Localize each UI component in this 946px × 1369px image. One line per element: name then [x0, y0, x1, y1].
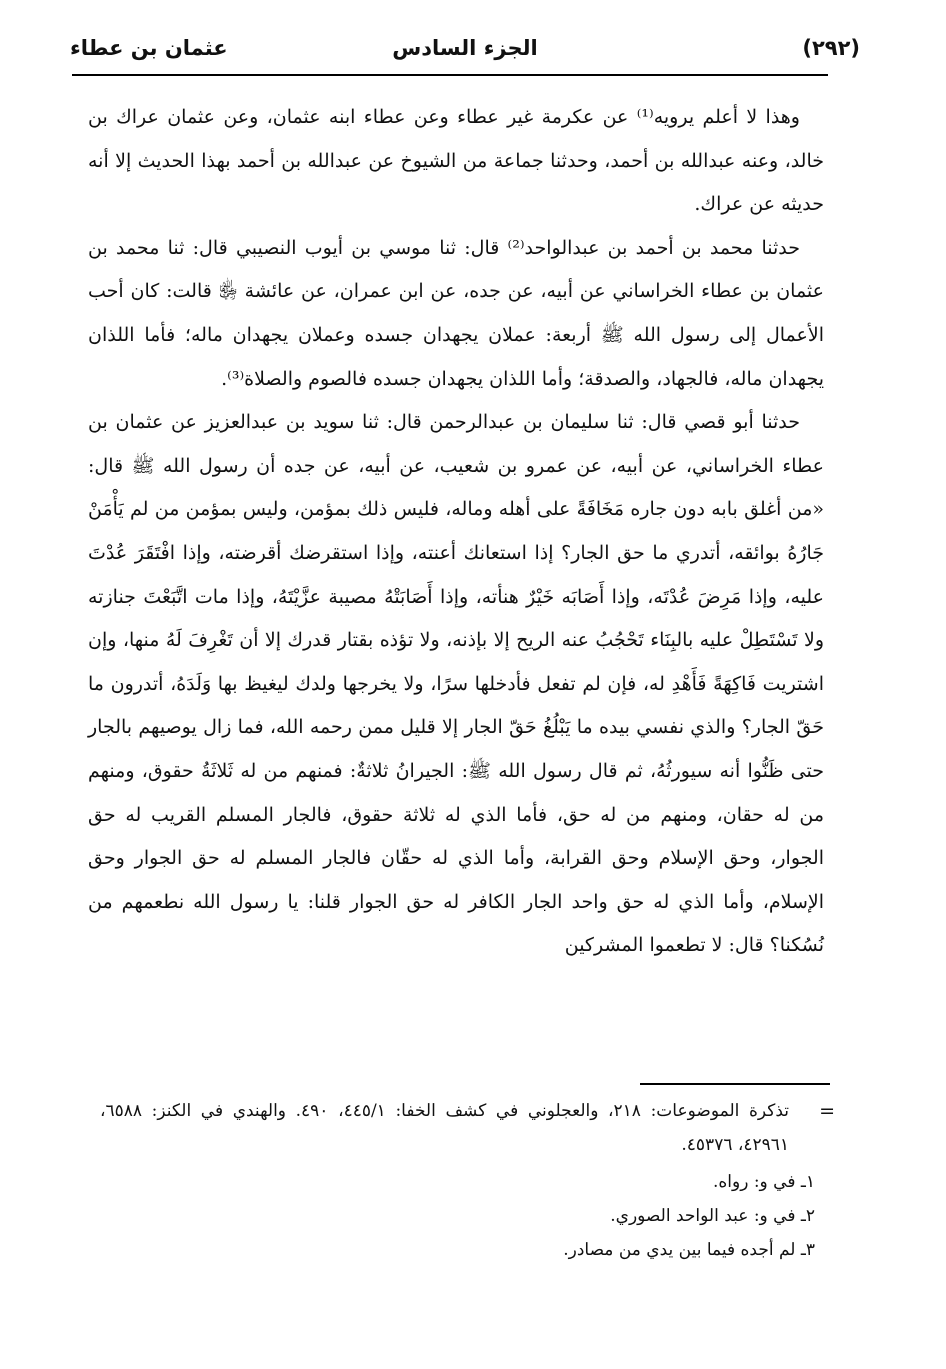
volume-title: الجزء السادس — [392, 36, 538, 60]
main-text — [88, 96, 824, 968]
page-header — [70, 30, 860, 70]
paragraph-1: وهذا لا أعلم يرويه⁽¹⁾ عن عكرمة غير عطاء وعن عطاء ابنه عثمان، وعن عثمان عراك بن خالد، وعنه عبدالله بن أحمد، وحدثنا جماعة من الشيوخ عن عبدالله بن أحمد بهذا الحديث إلا أنه حديثه عن عراك. — [88, 106, 824, 216]
continuation-marker: = — [819, 1100, 835, 1122]
paragraph-2: حدثنا محمد بن أحمد بن عبدالواحد⁽²⁾ قال: ثنا موسي بن أيوب النصيبي قال: ثنا محمد بن عثمان بن عطاء الخراساني عن أبيه، عن جده، عن ابن عمران، عن عائشة ﵂ قالت: كان أحب الأعمال إلى رسول الله ﷺ أربعة: عملان يجهدان جسده وعملان يجهدان ماله؛ فأما اللذان يجهدان ماله، فالجهاد، والصدقة؛ وأما اللذان يجهدان جسده فالصوم والصلاة⁽³⁾. — [88, 236, 824, 390]
header-rule — [72, 74, 828, 76]
footnote-list — [100, 1168, 835, 1264]
paragraph-3: حدثنا أبو قصي قال: ثنا سليمان بن عبدالرحمن قال: ثنا سويد بن عبدالعزيز عن عثمان بن عطاء الخراساني، عن أبيه، عن عمرو بن شعيب، عن أبيه، عن جده أن رسول الله ﷺ قال: «من أغلق بابه دون جاره مَخَافَةً على أهله وماله، فليس ذلك بمؤمن، وليس بمؤمن من لم يَأْمَنْ جَارُهُ بوائقه، أتدري ما حق الجار؟ إذا استعانك أعنته، وإذا استقرضك أقرضته، وإذا افْتَقَرَ عُدْتَ عليه، وإذا مَرِضَ عُدْتَه، وإذا أَصَابَه خَيْرٌ هنأته، وإذا أَصَابَتْهُ مصيبة عزَّيْتَهُ، وإذا مات اتَّبَعْتَ جنازته ولا تَسْتَطِلْ عليه بالبِنَاء تَحْجُبُ عنه الريح إلا بإذنه، ولا تؤذه بقتار قدرك إلا أن تَغْرِفَ لَهُ منها، وإن اشتريت فَاكِهَةً فَأَهْدِ له، فإن لم تفعل فأدخلها سرًا، ولا يخرجها ولدك ليغيظ بها وَلَدَهُ، أتدرون ما حَقّ الجار؟ والذي نفسي بيده ما يَبْلُغُ حَقّ الجار إلا قليل ممن رحمه الله، فما زال يوصيهم بالجار حتى ظَنُّوا أنه سيورثُهُ، ثم قال رسول الله ﷺ: الجيرانُ ثلاثةٌ: فمنهم من له ثَلاثَةُ حقوق، ومنهم من له حقان، ومنهم من له حق، فأما الذي له ثلاثة حقوق، فالجار المسلم القريب له حق الجوار، وحق الإسلام وحق القرابة، وأما الذي له حقّان فالجار المسلم له حق الجوار وحق الإسلام، وأما الذي له حق واحد الجار الكافر له حق الجوار قلنا: يا رسول الله نطعمهم من نُسُكنا؟ قال: لا تطعموا المشركين — [88, 411, 824, 957]
source-note-text: تذكرة الموضوعات: ٢١٨، والعجلوني في كشف الخفا: ٤٤٥/١، ٤٩٠. والهندي في الكنز: ٦٥٨٨، ٤٢٩٦١، ٤٥٣٧٦. — [100, 1101, 790, 1155]
page-number: (٢٩٢) — [802, 36, 860, 60]
source-note — [100, 1094, 835, 1162]
footnote-separator — [640, 1083, 830, 1085]
footnotes-section — [100, 1094, 835, 1264]
running-title: عثمان بن عطاء — [70, 36, 228, 60]
footnote-2: ٢ـ في و: عبد الواحد الصوري. — [610, 1206, 815, 1226]
footnote-1: ١ـ في و: رواه. — [712, 1172, 815, 1192]
footnote-3: ٣ـ لم أجده فيما بين يدي من مصادر. — [563, 1240, 815, 1260]
